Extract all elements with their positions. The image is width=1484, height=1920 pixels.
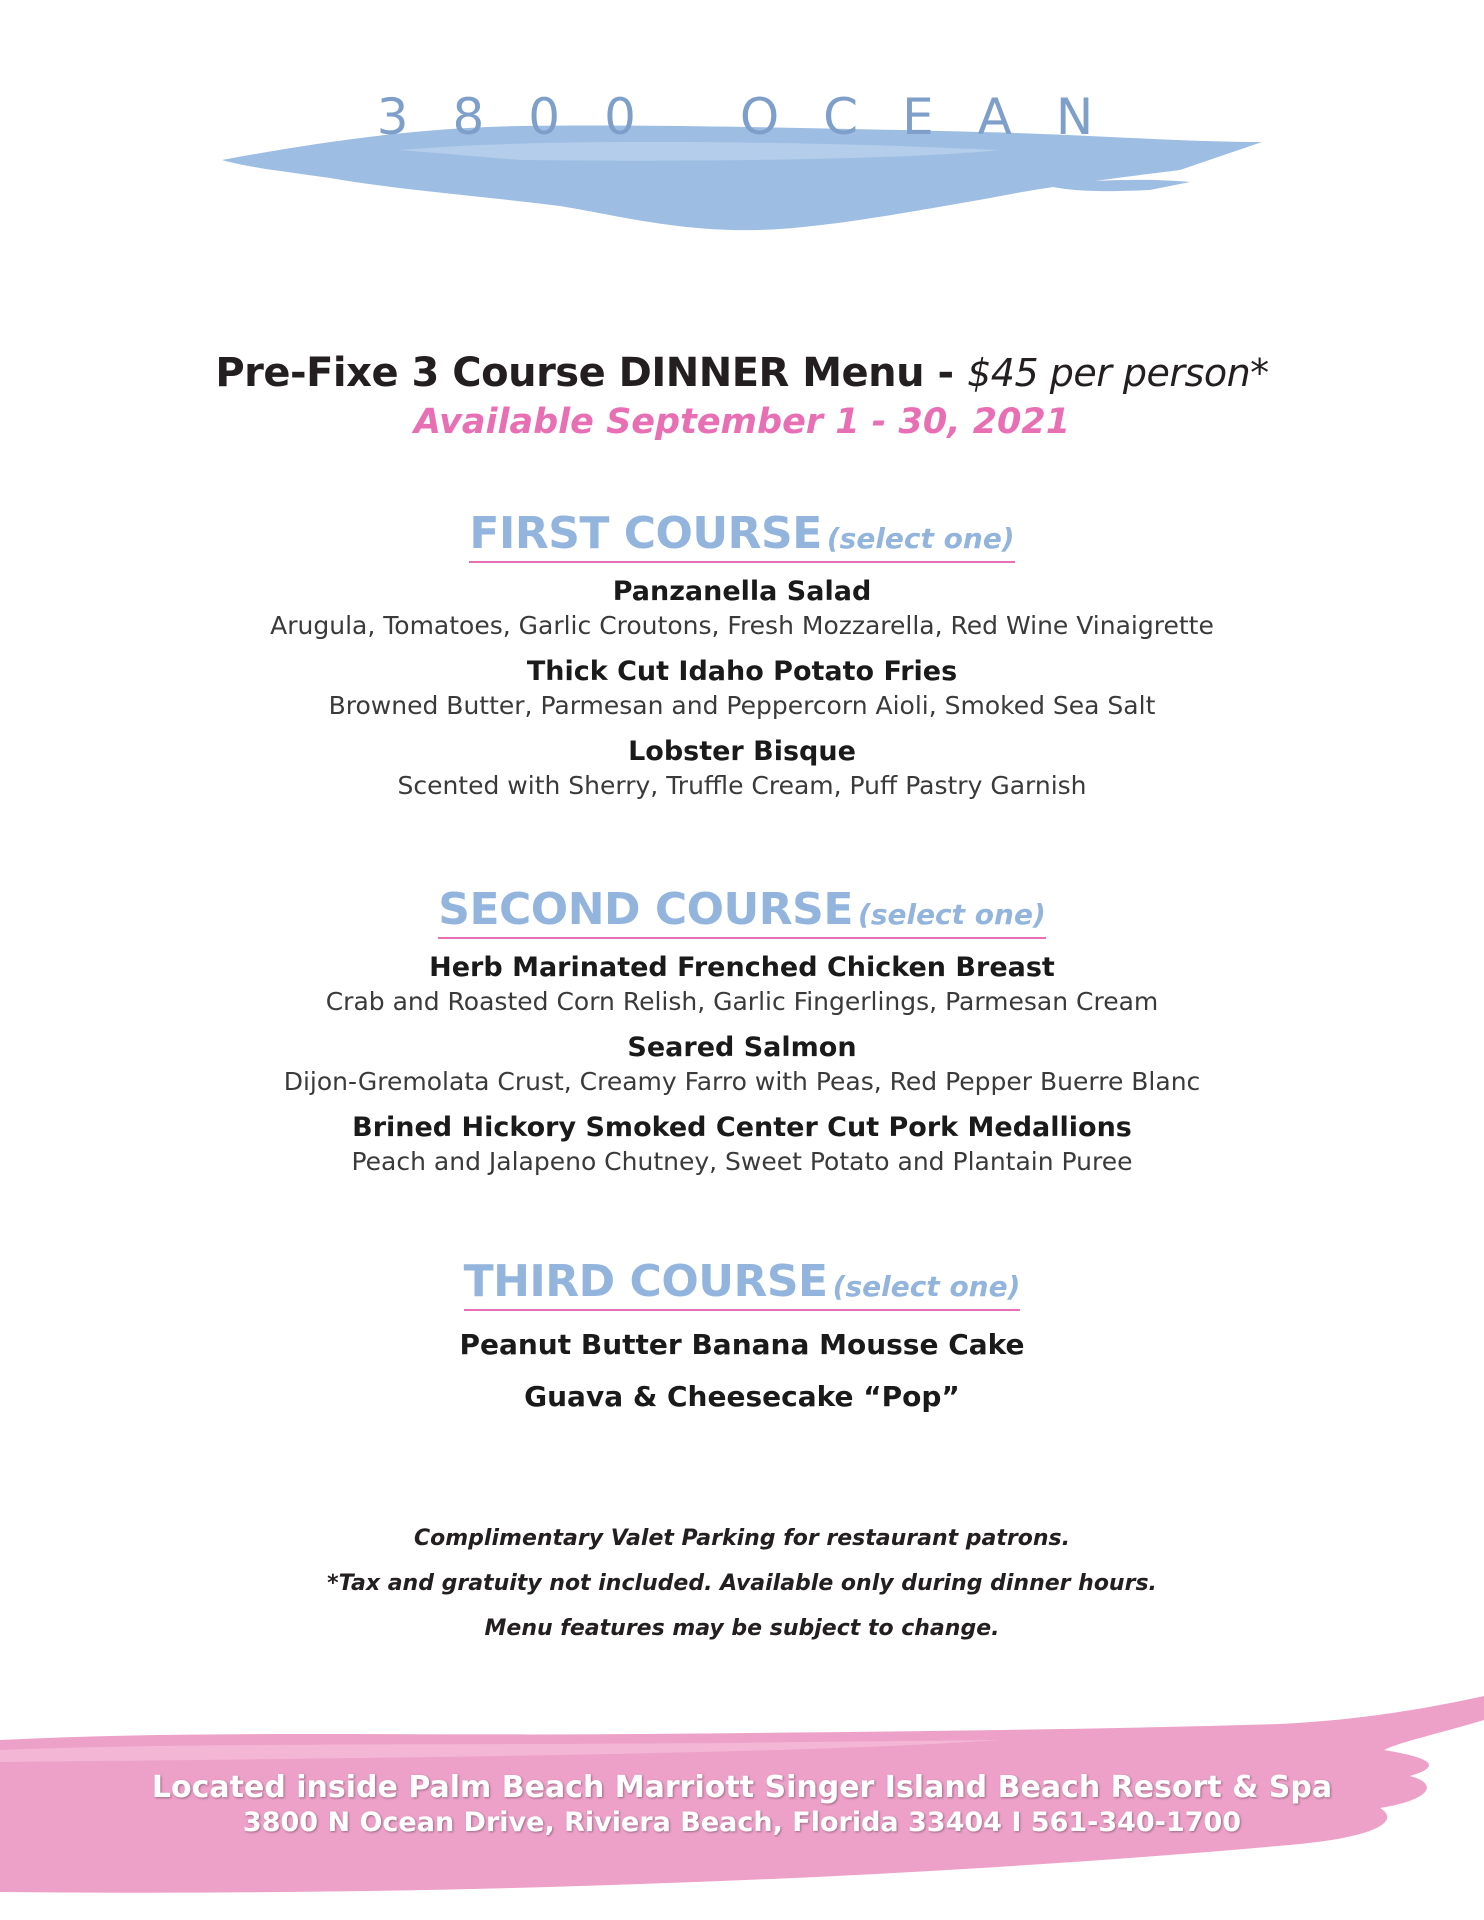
course-title: THIRD COURSE	[463, 1256, 828, 1307]
second-course-section	[0, 884, 1484, 1179]
item-name: Seared Salmon	[627, 1032, 857, 1063]
first-course-section	[0, 508, 1484, 803]
menu-title	[0, 350, 1484, 396]
item-name: Thick Cut Idaho Potato Fries	[526, 656, 958, 687]
footer-location: Located inside Palm Beach Marriott Singer Island Beach Resort & Spa	[151, 1770, 1333, 1805]
course-select-note: (select one)	[826, 522, 1015, 555]
menu-item	[0, 735, 1484, 803]
third-course-section	[0, 1256, 1484, 1415]
logo	[0, 0, 1484, 260]
valet-note: Complimentary Valet Parking for restaurant patrons.	[414, 1526, 1070, 1551]
menu-item	[0, 1111, 1484, 1179]
item-description: Scented with Sherry, Truffle Cream, Puff Pastry Garnish	[397, 771, 1087, 800]
tax-note: *Tax and gratuity not included. Available only during dinner hours.	[327, 1571, 1157, 1596]
item-description: Dijon-Gremolata Crust, Creamy Farro with Peas, Red Pepper Buerre Blanc	[283, 1067, 1201, 1096]
course-heading	[469, 508, 1014, 563]
item-name: Lobster Bisque	[628, 736, 856, 767]
course-heading	[438, 884, 1046, 939]
item-name: Herb Marinated Frenched Chicken Breast	[429, 952, 1055, 983]
menu-item	[0, 1031, 1484, 1099]
footer-text	[0, 1770, 1484, 1838]
item-name: Brined Hickory Smoked Center Cut Pork Medallions	[352, 1112, 1132, 1143]
change-note: Menu features may be subject to change.	[484, 1616, 1000, 1641]
item-description: Arugula, Tomatoes, Garlic Croutons, Fresh Mozzarella, Red Wine Vinaigrette	[270, 611, 1214, 640]
footer	[0, 1680, 1484, 1920]
item-name: Guava & Cheesecake “Pop”	[524, 1380, 960, 1413]
menu-item	[0, 951, 1484, 1019]
course-select-note: (select one)	[832, 1270, 1021, 1303]
course-title: FIRST COURSE	[469, 508, 822, 559]
menu-header	[0, 350, 1484, 442]
availability-dates: Available September 1 - 30, 2021	[413, 402, 1071, 442]
item-description: Peach and Jalapeno Chutney, Sweet Potato and Plantain Puree	[351, 1147, 1133, 1176]
course-title: SECOND COURSE	[438, 884, 853, 935]
course-select-note: (select one)	[858, 898, 1046, 931]
menu-notes	[0, 1516, 1484, 1651]
menu-price: $45 per person*	[967, 351, 1269, 395]
menu-title-text: Pre-Fixe 3 Course DINNER Menu -	[215, 350, 968, 396]
item-description: Crab and Roasted Corn Relish, Garlic Fingerlings, Parmesan Cream	[325, 987, 1159, 1016]
course-heading	[464, 1256, 1021, 1311]
menu-item	[0, 575, 1484, 643]
item-name: Peanut Butter Banana Mousse Cake	[459, 1328, 1025, 1361]
footer-address: 3800 N Ocean Drive, Riviera Beach, Florida 33404 I 561-340-1700	[242, 1807, 1242, 1838]
item-name: Panzanella Salad	[612, 576, 872, 607]
menu-item	[0, 1379, 1484, 1415]
menu-item	[0, 1327, 1484, 1363]
menu-item	[0, 655, 1484, 723]
item-description: Browned Butter, Parmesan and Peppercorn Aioli, Smoked Sea Salt	[328, 691, 1156, 720]
logo-wordmark: 3800 OCEAN	[376, 88, 1138, 146]
